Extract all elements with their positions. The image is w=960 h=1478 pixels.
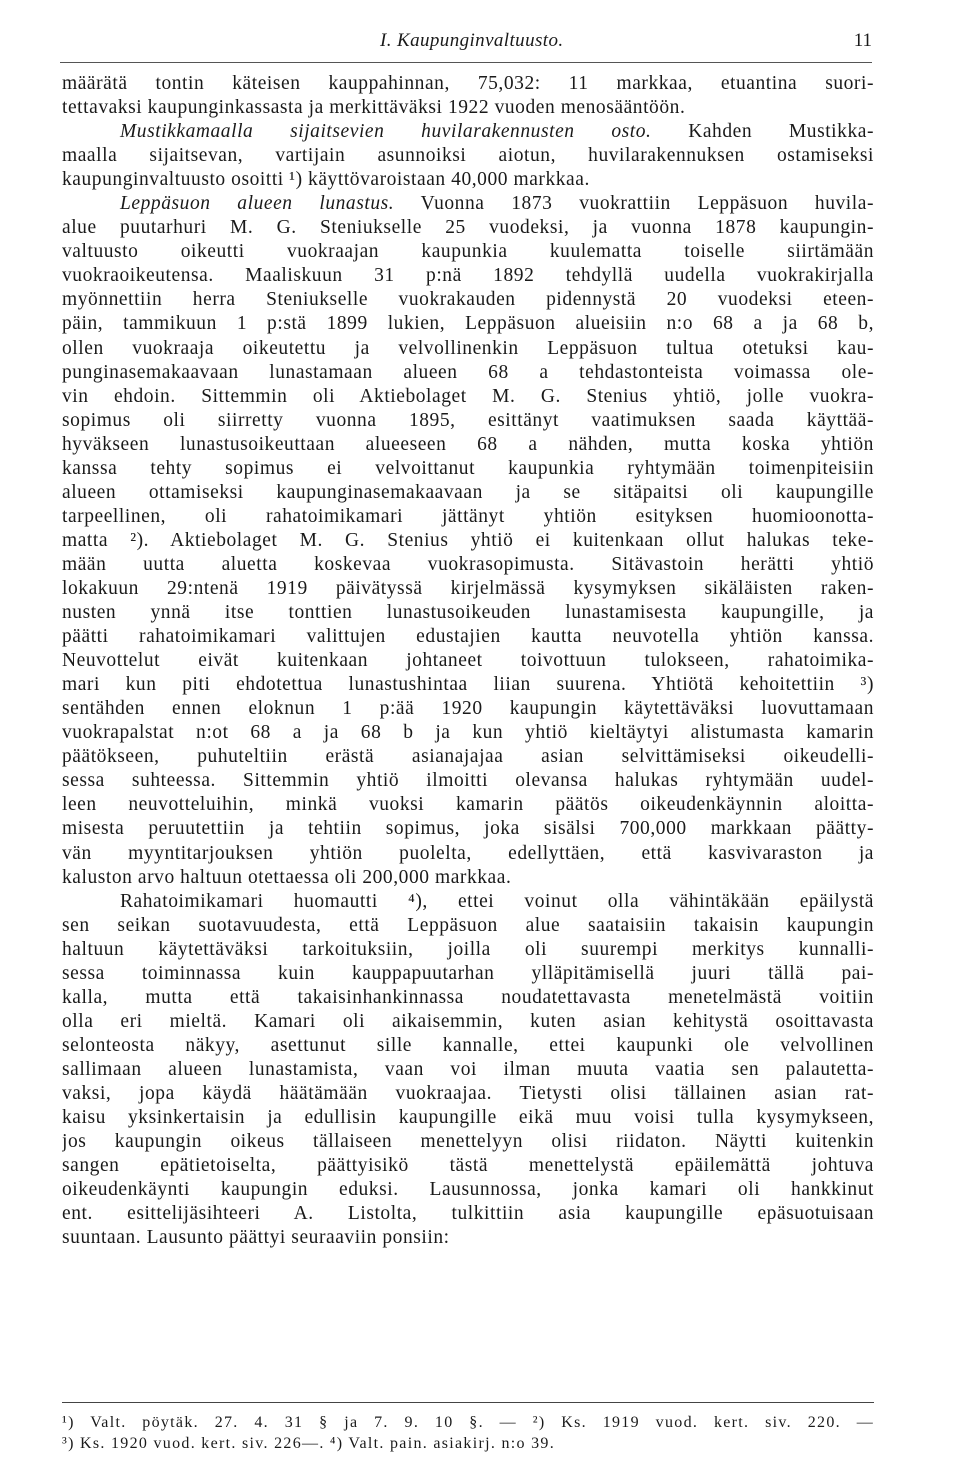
text-line: kanssa tehty sopimus ei velvoittanut kaupunkia ryhtymään toimenpiteisiin xyxy=(62,457,874,479)
text-line: maalla sijaitsevan, vartijain asunnoiksi aiotun, huvilarakennuksen ostamiseksi xyxy=(62,145,874,167)
text-line: alueen ottamiseksi kaupunginasemakaavaan ja se sitäpaitsi oli kaupungille xyxy=(62,481,874,503)
footnote-rule xyxy=(62,1402,874,1403)
text-line: mään uutta aluetta koskevaa vuokrasopimusta. Sitävastoin herätti yhtiö xyxy=(62,553,874,575)
text-line: olla eri mieltä. Kamari oli aikaisemmin, kuten asian kehitystä osoittavasta xyxy=(62,1010,874,1032)
text-line: kaisu yksinkertaisin ja edullisin kaupungille eikä muu voisi tulla kysymykseen, xyxy=(62,1107,874,1129)
text-line: selonteosta näkyy, asettunut sille kannalle, ettei kaupunki ole velvollinen xyxy=(62,1034,874,1056)
text-line: nusten ynnä itse tonttien lunastusoikeuden lunastamisesta kaupungille, ja xyxy=(62,602,874,624)
text-line: tettavaksi kaupunginkassasta ja merkittäväksi 1922 vuoden menosääntöön. xyxy=(62,97,686,119)
text-line: päätökseen, puhuteltiin erästä asianajajaa asian selvittämiseksi oikeudelli- xyxy=(62,746,874,768)
text-line: alue puutarhuri M. G. Steniukselle 25 vuodeksi, ja vuonna 1878 kaupungin- xyxy=(62,217,874,239)
text-line: oikeudenkäynti kaupungin eduksi. Lausunnossa, jonka kamari oli hankkinut xyxy=(62,1179,874,1201)
text-line: haltuun käytettäväksi tarkoituksiin, joilla oli suurempi merkitys kunnalli- xyxy=(62,938,874,960)
header-rule xyxy=(60,62,872,63)
text-line: sen seikan suotavuudesta, että Leppäsuon alue saataisiin takaisin kaupungin xyxy=(62,914,874,936)
text-line: sangen epätietoiselta, päättyisikö tästä menettelystä epäilemättä johtuva xyxy=(62,1155,874,1177)
text-line: päin, tammikuun 1 p:stä 1899 lukien, Leppäsuon alueisiin n:o 68 a ja 68 b, xyxy=(62,313,874,335)
running-title: I. Kaupunginvaltuusto. xyxy=(380,30,564,51)
section-title-mustikkamaa: Mustikkamaalla sijaitsevien huvilarakennusten osto. xyxy=(120,121,652,143)
text-line: lokakuun 29:ntenä 1919 päivätyssä kirjelmässä kysymyksen sikäläisten raken- xyxy=(62,577,874,599)
text-line: kaluston arvo haltuun otettaessa oli 200,000 markkaa. xyxy=(62,866,512,888)
text-line: matta ²). Aktiebolaget M. G. Stenius yhtiö ei kuitenkaan ollut halukas teke- xyxy=(62,529,874,551)
footnote-line: ³) Ks. 1920 vuod. kert. siv. 226—. ⁴) Valt. pain. asiakirj. n:o 39. xyxy=(62,1435,555,1452)
text-line: leen neuvotteluihin, minkä vuoksi kamarin päätös oikeudenkäynnin aloitta- xyxy=(62,794,874,816)
text-line: ollen vuokraaja oikeutettu ja velvollinenkin Leppäsuon tultua otetuksi kau- xyxy=(62,337,874,359)
text-line: sallimaan alueen lunastamista, vaan voi ilman muuta vaatia sen palautetta- xyxy=(62,1058,874,1080)
text-line: valtuusto oikeutti vuokraajan kaupunkia kuulematta toiselle siirtämään xyxy=(62,241,874,263)
text-line: myönnettiin herra Steniukselle vuokrakauden pidennystä 20 vuodeksi eteen- xyxy=(62,289,874,311)
text-line: punginasemakaavaan lunastamaan alueen 68 a tehdastonteista voimassa ole- xyxy=(62,361,874,383)
text-line: Neuvottelut eivät kuitenkaan johtaneet toivottuun tulokseen, rahatoimika- xyxy=(62,650,874,672)
text-line: jos kaupungin oikeus tällaiseen menettelyyn olisi riidaton. Näytti kuitenkin xyxy=(62,1131,874,1153)
footnote-line: ¹) Valt. pöytäk. 27. 4. 31 § ja 7. 9. 10 §. — ²) Ks. 1919 vuod. kert. siv. 220. — xyxy=(62,1414,874,1431)
text-line: mari kun piti ehdotettua lunastushintaa liian suurena. Yhtiötä kehoitettiin ³) xyxy=(62,674,874,696)
text-line: kalla, mutta että takaisinhankinnassa noudatettavasta menetelmästä voitiin xyxy=(62,986,874,1008)
body-text xyxy=(62,72,874,1250)
text-line: sopimus oli siirretty vuonna 1895, esittänyt vaatimuksen saada käyttää- xyxy=(62,409,874,431)
text-line: sessa suhteessa. Sittemmin yhtiö ilmoitti olevansa halukas ryhtymään uudel- xyxy=(62,770,874,792)
text-line: vin ehdoin. Sittemmin oli Aktiebolaget M. G. Stenius yhtiö, jolle vuokra- xyxy=(62,385,874,407)
text-line: kaupunginvaltuusto osoitti ¹) käyttövaroistaan 40,000 markkaa. xyxy=(62,169,590,191)
text-line: Rahatoimikamari huomautti ⁴), ettei voinut olla vähintäkään epäilystä xyxy=(120,890,874,912)
text-line: tarpeellinen, oli rahatoimikamari jättänyt yhtiön esityksen huomioonotta- xyxy=(62,505,874,527)
text-line: misesta peruutettiin ja tehtiin sopimus, joka sisälsi 700,000 markkaan päätty- xyxy=(62,818,874,840)
text-line: sessa toiminnassa kuin kauppapuutarhan ylläpitämisellä juuri tällä pai- xyxy=(62,962,874,984)
section-heading-leppasuo: Leppäsuon alueen lunastus. Vuonna 1873 vuokrattiin Leppäsuon huvila- xyxy=(120,193,874,215)
text-line: päätti rahatoimikamari valittujen edustajien kautta neuvotella yhtiön kanssa. xyxy=(62,626,874,648)
text-line: määrätä tontin käteisen kauppahinnan, 75,032: 11 markkaa, etuantina suori- xyxy=(62,73,874,94)
text-line: vaksi, jopa käydä häätämään vuokraajaa. Tietysti olisi tällainen asian rat- xyxy=(62,1082,874,1104)
section-title-leppasuo: Leppäsuon alueen lunastus. xyxy=(120,193,395,215)
text-line: suuntaan. Lausunto päättyi seuraaviin ponsiin: xyxy=(62,1227,450,1249)
text-line: sentähden ennen eloknun 1 p:ää 1920 kaupungin käytettäväksi luovuttamaan xyxy=(62,698,874,720)
text-line: vuokraoikeutensa. Maaliskuun 31 p:nä 1892 tehdyllä uudella vuokrakirjalla xyxy=(62,265,874,287)
page-header xyxy=(60,24,872,56)
text-line: hyväkseen lunastusoikeuttaan alueeseen 68 a nähden, mutta koska yhtiön xyxy=(62,433,874,455)
text-line: ent. esittelijäsihteeri A. Listolta, tulkittiin asia kaupungille epäsuotuisaan xyxy=(62,1203,874,1225)
page-number: 11 xyxy=(853,30,872,51)
text-line: vän myyntitarjouksen yhtiön puolelta, edellyttäen, että kasvivaraston ja xyxy=(62,842,874,864)
footnotes xyxy=(62,1412,874,1454)
text-line: vuokrapalstat n:ot 68 a ja 68 b ja kun yhtiö kieltäytyi alistumasta kamarin xyxy=(62,722,874,744)
section-heading-mustikkamaa: Mustikkamaalla sijaitsevien huvilarakennusten osto. Kahden Mustikka- xyxy=(120,121,874,143)
